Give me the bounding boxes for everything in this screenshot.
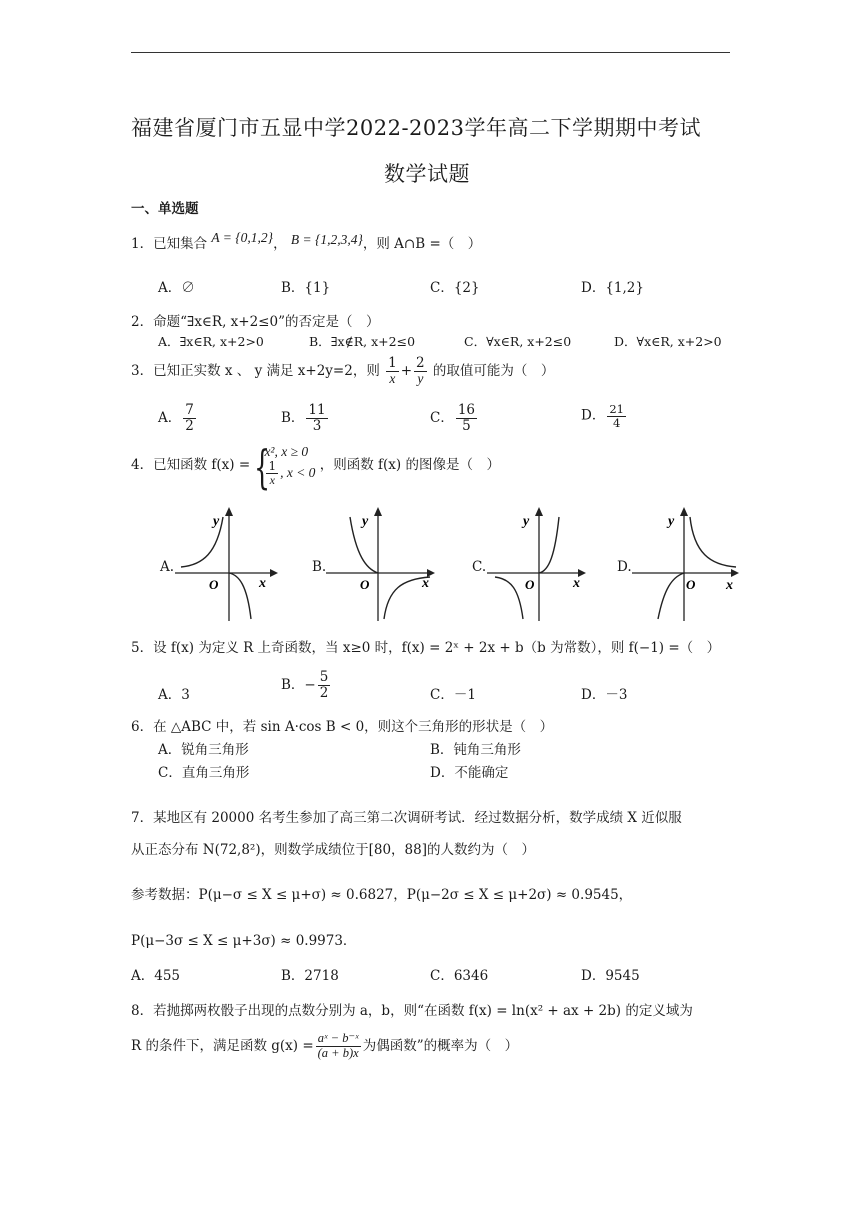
- question-1: [131, 232, 481, 252]
- q8-fraction: $\frac{\text{aˣ − b⁻ˣ}}{(a + b)x}$: [317, 1031, 359, 1060]
- q1-set-b: B = {1,2,3,4}: [290, 232, 363, 247]
- q6-option-c: C．直角三角形: [158, 765, 250, 781]
- svg-text:x: x: [726, 578, 733, 593]
- q4-post: ，则函数 f(x) 的图像是（ ）: [319, 457, 500, 474]
- q4-graph-a: [175, 505, 280, 623]
- q4-pre: 4．已知函数 f(x) =: [131, 457, 251, 474]
- q3-option-a: A． $\frac{7}{2}$: [158, 402, 194, 434]
- q3-frac-2: $\frac{2}{y}$: [416, 355, 425, 386]
- q7-option-b: B．2718: [281, 968, 339, 984]
- q5-option-a: A．3: [158, 687, 190, 703]
- q1-option-b: B．{1}: [281, 280, 331, 296]
- q4-a-y-label: y: [213, 514, 220, 529]
- q7-option-d: D．9545: [581, 968, 640, 984]
- q6-option-a: A．锐角三角形: [158, 742, 249, 758]
- q5-option-c: C．－1: [430, 687, 476, 703]
- question-2: 2．命题“∃x∈R, x+2≤0”的否定是（ ）: [131, 314, 380, 330]
- q1-comma: ，: [273, 236, 287, 252]
- q6-option-d: D．不能确定: [430, 765, 509, 781]
- svg-text:O: O: [686, 577, 696, 592]
- question-3: [131, 356, 554, 387]
- question-7-line-1: 7．某地区有 20000 名考生参加了高三第二次调研考试．经过数据分析，数学成绩 X 近似服: [131, 810, 682, 826]
- question-6: 6．在 △ABC 中，若 sin A·cos B < 0，则这个三角形的形状是（ ）: [131, 719, 554, 735]
- q4-graph-d: [632, 505, 742, 623]
- q4-a-origin: O: [209, 577, 219, 592]
- q3-plus: +: [400, 362, 413, 379]
- q5-option-d: D．－3: [581, 687, 628, 703]
- question-8-line-2: R 的条件下，满足函数 g(x) = $\frac{\text{aˣ − b⁻ˣ}}{(a + b)x}$ 为偶函数”的概率为（ ）: [131, 1031, 519, 1060]
- svg-text:y: y: [362, 514, 369, 529]
- svg-text:y: y: [668, 514, 675, 529]
- q1-set-a: A = {0,1,2}: [211, 230, 274, 245]
- q6-option-b: B．钝角三角形: [430, 742, 521, 758]
- q2-option-c: C．∀x∈R, x+2≤0: [464, 334, 572, 349]
- question-4: [131, 440, 500, 494]
- q3-option-b: B． $\frac{11}{3}$: [281, 402, 326, 434]
- q2-option-b: B．∃x∉R, x+2≤0: [309, 334, 416, 349]
- question-7-line-2: 从正态分布 N(72,8²)，则数学成绩位于[80，88]的人数约为（ ）: [131, 842, 535, 858]
- q4-piecewise: { x², x ≥ 0 $\frac{1}{x}$ , x < 0: [254, 440, 316, 494]
- q3-option-c: C． $\frac{16}{5}$: [430, 402, 476, 434]
- section-heading: 一、单选题: [131, 201, 199, 217]
- q4-a-x-label: x: [259, 576, 266, 591]
- q4-option-b-label: B.: [312, 559, 327, 575]
- q3-frac-1: $\frac{1}{x}$: [388, 355, 397, 386]
- svg-text:x: x: [422, 576, 429, 591]
- question-7-line-3: 参考数据：P(μ−σ ≤ X ≤ μ+σ) ≈ 0.6827，P(μ−2σ ≤ X ≤ μ+2σ) ≈ 0.9545，: [131, 887, 633, 903]
- q4-option-a-label: A.: [160, 559, 175, 575]
- q4-option-c-label: C.: [472, 559, 487, 575]
- q1-tail: ，则 A∩B =（ ）: [362, 236, 482, 252]
- q3-pre: 3．已知正实数 x 、 y 满足 x+2y=2，则: [131, 362, 380, 379]
- q3-option-d: D． $\frac{21}{4}$: [581, 402, 624, 430]
- q4-graph-b: [326, 505, 438, 623]
- svg-text:y: y: [523, 514, 530, 529]
- q4-graph-c: [487, 505, 589, 623]
- question-8-line-1: 8．若抛掷两枚骰子出现的点数分别为 a，b，则“在函数 f(x) = ln(x² + ax + 2b) 的定义域为: [131, 1003, 693, 1019]
- q7-option-a: A．455: [131, 968, 181, 984]
- q3-post: 的取值可能为（ ）: [432, 362, 555, 379]
- svg-text:x: x: [573, 576, 580, 591]
- q2-option-a: A．∃x∈R, x+2>0: [158, 334, 264, 349]
- header-rule: [131, 52, 730, 53]
- svg-text:O: O: [360, 577, 370, 592]
- q1-option-c: C．{2}: [430, 280, 480, 296]
- q1-option-a: A．∅: [158, 280, 195, 296]
- exam-subtitle: 数学试题: [384, 162, 470, 186]
- q7-option-c: C．6346: [430, 968, 489, 984]
- q4-option-d-label: D.: [617, 559, 632, 575]
- question-7-line-4: P(μ−3σ ≤ X ≤ μ+3σ) ≈ 0.9973．: [131, 933, 357, 949]
- q2-option-d: D．∀x∈R, x+2>0: [614, 334, 722, 349]
- q5-option-b: B．− $\frac{5}{2}$: [281, 669, 329, 701]
- svg-text:O: O: [525, 577, 535, 592]
- exam-title: 福建省厦门市五显中学2022-2023学年高二下学期期中考试: [131, 116, 701, 140]
- q1-option-d: D．{1,2}: [581, 280, 644, 296]
- q1-num: 1．已知集合: [131, 236, 208, 252]
- question-5: 5．设 f(x) 为定义 R 上奇函数，当 x≥0 时，f(x) = 2ˣ + 2x + b（b 为常数），则 f(−1) =（ ）: [131, 640, 721, 656]
